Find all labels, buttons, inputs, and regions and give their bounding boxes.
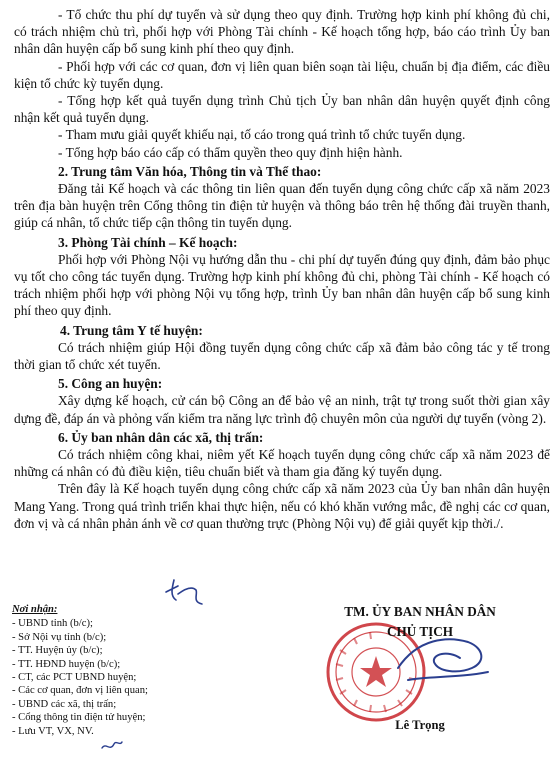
section-text-health-center: Có trách nhiệm giúp Hội đồng tuyển dụng công chức cấp xã đảm bảo công tác y tế trong thời gian tổ chức xét tuyển. <box>14 339 550 373</box>
handwritten-mark-icon <box>100 738 124 756</box>
signer-name: Lê Trọng <box>395 718 445 732</box>
recipient-item: - TT. HĐND huyện (b/c); <box>12 658 121 670</box>
recipient-item: - UBND các xã, thị trấn; <box>12 698 117 710</box>
section-text-police: Xây dựng kế hoạch, cử cán bộ Công an để bảo vệ an ninh, trật tự trong suốt thời gian xây dựng đề, đáp án và phỏng vấn kiểm tra năng lực trình độ chuyên môn của người dự tuyển (vòng 2). <box>14 393 550 426</box>
document-body <box>14 6 550 532</box>
section-heading-culture-center: 2. Trung tâm Văn hóa, Thông tin và Thể thao: <box>58 163 322 179</box>
section-text-culture-center: Đăng tải Kế hoạch và các thông tin liên quan đến tuyển dụng công chức cấp xã năm 2023 trên địa bàn huyện trên Cổng thông tin điện tử huyện và thông báo trên hệ thống đài truyền thanh, giúp cá nhân, tổ chức tiếp cận thông tin tuyển dụng. <box>14 181 550 231</box>
recipient-item: - CT, các PCT UBND huyện; <box>12 672 137 684</box>
signature-role: CHỦ TỊCH <box>386 624 454 639</box>
section-text-commune-committees: Có trách nhiệm công khai, niêm yết Kế hoạch tuyển dụng công chức cấp xã năm 2023 để những cá nhân có đủ điều kiện, tiêu chuẩn biết và tham gia đăng ký tuyển dụng. <box>14 447 550 480</box>
signature-title: TM. ỦY BAN NHÂN DÂN <box>344 604 496 619</box>
task-paragraph-4: - Tham mưu giải quyết khiếu nại, tố cáo trong quá trình tổ chức tuyển dụng. <box>58 127 466 143</box>
closing-paragraph: Trên đây là Kế hoạch tuyển dụng công chức cấp xã năm 2023 của Ủy ban nhân dân huyện Mang Yang. Trong quá trình triển khai thực hiện, nếu có khó khăn vướng mắc, đề nghị các cơ quan, đơn vị và cá nhân phản ánh về cơ quan thường trực (Phòng Nội vụ) để giải quyết kịp thời./. <box>14 481 550 531</box>
recipients-title: Nơi nhận: <box>12 604 58 615</box>
recipient-item: - TT. Huyện ủy (b/c); <box>12 645 103 657</box>
handwritten-signature-icon <box>388 628 498 696</box>
section-heading-commune-committees: 6. Ủy ban nhân dân các xã, thị trấn: <box>58 429 264 445</box>
recipient-item: - Cổng thông tin điện tử huyện; <box>12 712 146 724</box>
recipients-block <box>12 603 242 738</box>
section-heading-police: 5. Công an huyện: <box>58 376 163 392</box>
recipient-item: - Sở Nội vụ tỉnh (b/c); <box>12 631 107 643</box>
recipient-item: - Lưu VT, VX, NV. <box>12 725 94 737</box>
task-paragraph-3: - Tổng hợp kết quả tuyển dụng trình Chủ tịch Ủy ban nhân dân huyện quyết định công nhận kết quả tuyển dụng. <box>14 93 550 126</box>
task-paragraph-5: - Tổng hợp báo cáo cấp có thẩm quyền theo quy định hiện hành. <box>58 144 403 160</box>
section-text-finance-office: Phối hợp với Phòng Nội vụ hướng dẫn thu - chi phí dự tuyển đúng quy định, đảm bảo phục vụ tốt cho công tác tuyển dụng. Trường hợp kinh phí không đủ chi, phòng Tài chính - Kế hoạch có trách nhiệm phối hợp với phòng Nội vụ tổng hợp, trình Ủy ban nhân dân huyện cấp bổ sung kinh phí theo quy định. <box>14 251 550 319</box>
section-heading-finance-office: 3. Phòng Tài chính – Kế hoạch: <box>58 234 238 250</box>
task-paragraph-2: - Phối hợp với các cơ quan, đơn vị liên quan biên soạn tài liệu, chuẩn bị địa điểm, các điều kiện tổ chức kỳ tuyển dụng. <box>14 58 550 91</box>
section-heading-health-center: 4. Trung tâm Y tế huyện: <box>60 322 203 338</box>
task-paragraph-1: - Tổ chức thu phí dự tuyển và sử dụng theo quy định. Trường hợp kinh phí không đủ chi, có trách nhiệm chủ trì, phối hợp với Phòng Tài chính - Kế hoạch tổng hợp, báo cáo trình Ủy ban nhân dân huyện cấp bổ sung kinh phí theo quy định. <box>14 7 550 57</box>
recipient-item: - UBND tỉnh (b/c); <box>12 618 93 630</box>
recipient-item: - Các cơ quan, đơn vị liên quan; <box>12 685 148 697</box>
